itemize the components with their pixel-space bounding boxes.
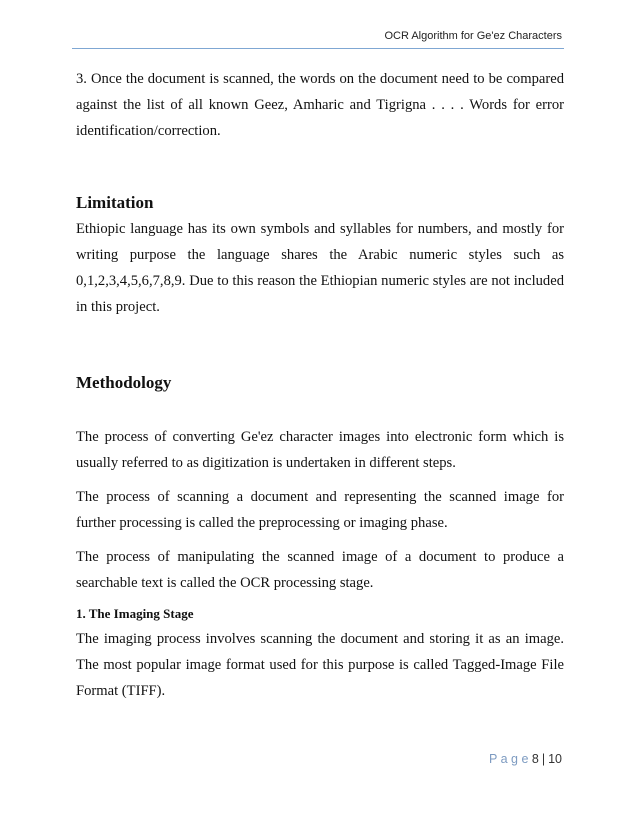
page-header (72, 28, 564, 49)
page-separator: | (541, 752, 546, 766)
header-title: OCR Algorithm for Ge'ez Characters (384, 30, 562, 42)
page-number: 8 (531, 752, 539, 766)
total-pages: 10 (548, 752, 562, 766)
limitation-heading: Limitation (76, 193, 154, 212)
methodology-paragraph-3: The process of manipulating the scanned image of a document to produce a searchable text is called the OCR processing stage. (76, 549, 564, 591)
limitation-paragraph: Ethiopic language has its own symbols and syllables for numbers, and mostly for writing purpose the language shares the Arabic numeric styles such as 0,1,2,3,4,5,6,7,8,9. Due to this reason the Ethiopian numeric styles are not included in this project. (76, 221, 564, 315)
methodology-paragraph-1: The process of converting Ge'ez character images into electronic form which is usually referred to as digitization is undertaken in different steps. (76, 429, 564, 471)
methodology-heading: Methodology (76, 373, 172, 392)
intro-paragraph: 3. Once the document is scanned, the words on the document need to be compared against the list of all known Geez, Amharic and Tigrigna . . . . Words for error identification/correction. (76, 71, 564, 139)
page-footer (489, 752, 562, 766)
page-label: P a g e (489, 752, 529, 766)
imaging-stage-paragraph: The imaging process involves scanning the document and storing it as an image. The most popular image format used for this purpose is called Tagged-Image File Format (TIFF). (76, 631, 564, 699)
imaging-stage-heading: 1. The Imaging Stage (76, 606, 194, 621)
page-content (76, 66, 564, 704)
methodology-paragraph-2: The process of scanning a document and representing the scanned image for further processing is called the preprocessing or imaging phase. (76, 489, 564, 531)
